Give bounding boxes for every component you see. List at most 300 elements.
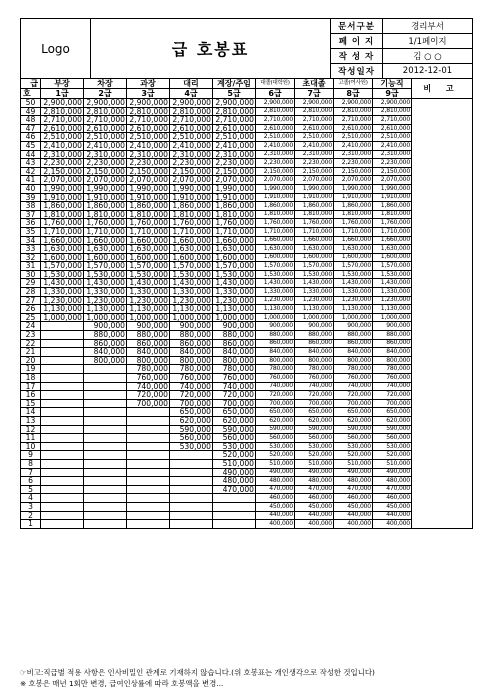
salary-cell: 450,000: [373, 502, 412, 511]
salary-cell: [127, 502, 170, 511]
table-row: [21, 451, 473, 460]
step-number: 27: [21, 296, 41, 305]
salary-cell: 1,130,000: [256, 305, 295, 314]
table-row: [21, 167, 473, 176]
salary-cell: 2,900,000: [127, 99, 170, 108]
salary-cell: 2,070,000: [84, 176, 127, 185]
salary-cell: 1,570,000: [213, 262, 256, 271]
salary-cell: 1,430,000: [295, 279, 334, 288]
salary-cell: 450,000: [334, 502, 373, 511]
salary-cell: 470,000: [295, 485, 334, 494]
salary-cell: 1,860,000: [256, 202, 295, 211]
salary-cell: 560,000: [170, 434, 213, 443]
salary-step-table: [20, 78, 473, 529]
salary-cell: 800,000: [256, 356, 295, 365]
salary-cell: 1,130,000: [373, 305, 412, 314]
salary-cell: [41, 399, 84, 408]
step-number: 20: [21, 356, 41, 365]
step-number: 33: [21, 245, 41, 254]
salary-cell: [41, 322, 84, 331]
salary-cell: 620,000: [373, 416, 412, 425]
salary-cell: 800,000: [127, 356, 170, 365]
salary-cell: 2,410,000: [295, 141, 334, 150]
step-number: 4: [21, 494, 41, 503]
date-value: 2012-12-01: [383, 64, 473, 79]
column-title: 대졸(대학원): [256, 79, 295, 89]
salary-cell: [41, 434, 84, 443]
salary-cell: [41, 365, 84, 374]
step-number: 34: [21, 236, 41, 245]
salary-cell: 860,000: [84, 339, 127, 348]
salary-cell: [170, 494, 213, 503]
salary-cell: 1,130,000: [334, 305, 373, 314]
salary-cell: 1,430,000: [373, 279, 412, 288]
salary-cell: 1,810,000: [213, 210, 256, 219]
salary-cell: 1,230,000: [170, 296, 213, 305]
salary-cell: 2,510,000: [84, 133, 127, 142]
salary-cell: 760,000: [127, 374, 170, 383]
salary-cell: 2,410,000: [84, 141, 127, 150]
step-number: 31: [21, 262, 41, 271]
salary-cell: 400,000: [256, 520, 295, 529]
salary-cell: 1,810,000: [295, 210, 334, 219]
salary-cell: 2,410,000: [127, 141, 170, 150]
salary-cell: 900,000: [170, 322, 213, 331]
table-row: [21, 107, 473, 116]
salary-cell: 1,990,000: [334, 184, 373, 193]
salary-cell: [127, 442, 170, 451]
step-number: 14: [21, 408, 41, 417]
salary-cell: [41, 339, 84, 348]
footnote-remark: ☞비고:직급별 적용 사항은 인사비밀인 관계로 기재하지 않습니다.(위 호봉표는 개인생각으로 작성한 것입니다): [20, 668, 375, 677]
table-row: [21, 150, 473, 159]
step-number: 35: [21, 227, 41, 236]
salary-cell: [41, 468, 84, 477]
salary-cell: [41, 485, 84, 494]
salary-cell: 480,000: [256, 477, 295, 486]
salary-cell: 1,910,000: [170, 193, 213, 202]
salary-cell: 1,570,000: [84, 262, 127, 271]
salary-cell: 880,000: [127, 331, 170, 340]
salary-cell: 460,000: [373, 494, 412, 503]
salary-cell: 740,000: [256, 382, 295, 391]
salary-cell: 1,990,000: [41, 184, 84, 193]
salary-cell: [170, 485, 213, 494]
salary-cell: 1,660,000: [295, 236, 334, 245]
salary-cell: [170, 520, 213, 529]
salary-cell: [170, 468, 213, 477]
salary-cell: 760,000: [373, 374, 412, 383]
column-title: 초대졸: [295, 79, 334, 89]
step-number: 29: [21, 279, 41, 288]
salary-cell: 1,910,000: [213, 193, 256, 202]
table-row: [21, 124, 473, 133]
salary-cell: 2,070,000: [41, 176, 84, 185]
step-number: 47: [21, 124, 41, 133]
salary-cell: [84, 485, 127, 494]
salary-cell: 2,710,000: [170, 116, 213, 125]
salary-cell: 490,000: [373, 468, 412, 477]
salary-cell: 1,000,000: [127, 313, 170, 322]
salary-cell: 530,000: [334, 442, 373, 451]
salary-cell: 510,000: [213, 459, 256, 468]
salary-cell: 860,000: [334, 339, 373, 348]
step-number: 43: [21, 159, 41, 168]
salary-cell: 2,610,000: [334, 124, 373, 133]
salary-cell: 700,000: [334, 399, 373, 408]
salary-cell: 1,860,000: [170, 202, 213, 211]
salary-cell: 780,000: [373, 365, 412, 374]
salary-cell: 2,810,000: [295, 107, 334, 116]
table-row: [21, 176, 473, 185]
salary-cell: 1,910,000: [373, 193, 412, 202]
salary-cell: [84, 399, 127, 408]
column-title: 고졸(여사원): [334, 79, 373, 89]
salary-cell: [170, 502, 213, 511]
salary-cell: 2,900,000: [334, 99, 373, 108]
salary-cell: 2,610,000: [84, 124, 127, 133]
salary-cell: 2,410,000: [170, 141, 213, 150]
salary-cell: 590,000: [213, 425, 256, 434]
step-number: 7: [21, 468, 41, 477]
salary-cell: 800,000: [334, 356, 373, 365]
salary-cell: 760,000: [295, 374, 334, 383]
salary-cell: 1,570,000: [170, 262, 213, 271]
table-row: [21, 133, 473, 142]
salary-cell: 2,150,000: [170, 167, 213, 176]
salary-cell: 900,000: [213, 322, 256, 331]
step-number: 3: [21, 502, 41, 511]
salary-cell: 1,600,000: [41, 253, 84, 262]
salary-cell: 1,760,000: [84, 219, 127, 228]
table-row: [21, 236, 473, 245]
salary-cell: 1,230,000: [41, 296, 84, 305]
salary-cell: 1,600,000: [256, 253, 295, 262]
salary-cell: 1,330,000: [373, 288, 412, 297]
salary-cell: 720,000: [295, 391, 334, 400]
salary-cell: 720,000: [170, 391, 213, 400]
table-row: [21, 485, 473, 494]
table-row: [21, 374, 473, 383]
table-row: [21, 356, 473, 365]
salary-cell: [84, 451, 127, 460]
salary-cell: 1,600,000: [170, 253, 213, 262]
salary-cell: 860,000: [373, 339, 412, 348]
salary-cell: [41, 408, 84, 417]
salary-cell: 1,000,000: [373, 313, 412, 322]
salary-cell: [41, 520, 84, 529]
salary-cell: 740,000: [334, 382, 373, 391]
salary-cell: 1,430,000: [84, 279, 127, 288]
step-number: 11: [21, 434, 41, 443]
table-row: [21, 253, 473, 262]
salary-cell: 1,660,000: [170, 236, 213, 245]
salary-cell: 590,000: [295, 425, 334, 434]
salary-cell: 1,330,000: [170, 288, 213, 297]
salary-cell: 2,610,000: [295, 124, 334, 133]
salary-cell: 1,860,000: [213, 202, 256, 211]
salary-cell: 2,150,000: [334, 167, 373, 176]
salary-cell: 1,530,000: [213, 270, 256, 279]
step-number: 26: [21, 305, 41, 314]
salary-cell: 2,810,000: [213, 107, 256, 116]
salary-cell: 1,810,000: [84, 210, 127, 219]
salary-cell: 520,000: [334, 451, 373, 460]
salary-cell: 470,000: [373, 485, 412, 494]
salary-cell: 2,610,000: [213, 124, 256, 133]
step-number: 15: [21, 399, 41, 408]
salary-cell: 2,900,000: [41, 99, 84, 108]
salary-cell: 1,710,000: [256, 227, 295, 236]
salary-cell: 2,310,000: [127, 150, 170, 159]
salary-cell: [127, 425, 170, 434]
table-row: [21, 382, 473, 391]
table-row: [21, 434, 473, 443]
table-row: [21, 296, 473, 305]
step-number: 2: [21, 511, 41, 520]
salary-cell: 2,510,000: [213, 133, 256, 142]
salary-cell: 460,000: [295, 494, 334, 503]
salary-cell: 1,570,000: [373, 262, 412, 271]
salary-cell: 900,000: [373, 322, 412, 331]
table-row: [21, 210, 473, 219]
salary-cell: 530,000: [373, 442, 412, 451]
salary-cell: 1,860,000: [127, 202, 170, 211]
salary-cell: 860,000: [213, 339, 256, 348]
salary-cell: 1,660,000: [334, 236, 373, 245]
salary-cell: [41, 451, 84, 460]
salary-cell: 650,000: [295, 408, 334, 417]
step-number: 48: [21, 116, 41, 125]
salary-cell: 520,000: [213, 451, 256, 460]
salary-cell: [41, 416, 84, 425]
salary-cell: 470,000: [213, 485, 256, 494]
salary-cell: 560,000: [213, 434, 256, 443]
salary-cell: 900,000: [127, 322, 170, 331]
column-grade: 7급: [295, 89, 334, 99]
salary-cell: 720,000: [334, 391, 373, 400]
salary-cell: 1,860,000: [84, 202, 127, 211]
salary-cell: [84, 502, 127, 511]
salary-cell: [84, 494, 127, 503]
salary-cell: 1,570,000: [295, 262, 334, 271]
author-label: 작 성 자: [331, 49, 383, 64]
salary-cell: 1,130,000: [84, 305, 127, 314]
salary-cell: 620,000: [295, 416, 334, 425]
step-number: 37: [21, 210, 41, 219]
salary-cell: [127, 408, 170, 417]
salary-cell: 1,860,000: [334, 202, 373, 211]
salary-cell: 780,000: [256, 365, 295, 374]
salary-cell: 840,000: [373, 348, 412, 357]
column-title: 대리: [170, 79, 213, 89]
salary-cell: [41, 459, 84, 468]
salary-cell: [84, 382, 127, 391]
grade-header-row: [21, 89, 473, 99]
salary-cell: [170, 459, 213, 468]
step-number: 32: [21, 253, 41, 262]
salary-cell: 1,660,000: [256, 236, 295, 245]
salary-cell: 1,660,000: [213, 236, 256, 245]
footnote-step-change: ※ 호봉은 매년 1회만 변경, 급여인상률에 따라 호봉액을 변경...: [20, 679, 224, 688]
salary-cell: 1,530,000: [295, 270, 334, 279]
salary-cell: [127, 477, 170, 486]
salary-cell: 2,710,000: [213, 116, 256, 125]
salary-cell: [84, 408, 127, 417]
table-row: [21, 219, 473, 228]
column-title: 계장/주임: [213, 79, 256, 89]
salary-cell: 1,630,000: [334, 245, 373, 254]
salary-cell: [84, 374, 127, 383]
salary-cell: 2,510,000: [170, 133, 213, 142]
salary-cell: 1,990,000: [295, 184, 334, 193]
step-number: 45: [21, 141, 41, 150]
table-row: [21, 494, 473, 503]
salary-cell: 1,990,000: [170, 184, 213, 193]
salary-cell: 760,000: [334, 374, 373, 383]
salary-cell: 2,310,000: [84, 150, 127, 159]
salary-cell: 2,410,000: [256, 141, 295, 150]
salary-cell: 440,000: [256, 511, 295, 520]
table-row: [21, 288, 473, 297]
salary-cell: 460,000: [256, 494, 295, 503]
salary-cell: 1,910,000: [84, 193, 127, 202]
salary-cell: 1,710,000: [334, 227, 373, 236]
salary-cell: 1,860,000: [295, 202, 334, 211]
step-number: 18: [21, 374, 41, 383]
salary-cell: 2,230,000: [41, 159, 84, 168]
salary-cell: 1,810,000: [41, 210, 84, 219]
table-row: [21, 477, 473, 486]
salary-cell: 620,000: [213, 416, 256, 425]
salary-cell: 800,000: [295, 356, 334, 365]
salary-cell: [41, 494, 84, 503]
step-number: 28: [21, 288, 41, 297]
salary-cell: 620,000: [334, 416, 373, 425]
salary-cell: 2,510,000: [334, 133, 373, 142]
salary-cell: 760,000: [170, 374, 213, 383]
salary-cell: 740,000: [213, 382, 256, 391]
salary-cell: 530,000: [256, 442, 295, 451]
salary-cell: 2,710,000: [41, 116, 84, 125]
salary-cell: 740,000: [170, 382, 213, 391]
salary-cell: 1,710,000: [373, 227, 412, 236]
salary-cell: 510,000: [334, 459, 373, 468]
salary-cell: 2,710,000: [295, 116, 334, 125]
salary-cell: 2,070,000: [127, 176, 170, 185]
salary-cell: 1,760,000: [334, 219, 373, 228]
table-row: [21, 416, 473, 425]
table-row: [21, 99, 473, 108]
salary-cell: 530,000: [295, 442, 334, 451]
step-number: 13: [21, 416, 41, 425]
salary-cell: 1,430,000: [334, 279, 373, 288]
salary-cell: 650,000: [256, 408, 295, 417]
table-row: [21, 270, 473, 279]
page-value: 1/1페이지: [383, 34, 473, 49]
table-row: [21, 184, 473, 193]
salary-cell: 840,000: [256, 348, 295, 357]
salary-cell: [41, 502, 84, 511]
salary-cell: 740,000: [127, 382, 170, 391]
salary-cell: 2,900,000: [84, 99, 127, 108]
salary-cell: 1,230,000: [334, 296, 373, 305]
salary-cell: 2,150,000: [127, 167, 170, 176]
salary-cell: 1,430,000: [127, 279, 170, 288]
step-number: 21: [21, 348, 41, 357]
salary-cell: 490,000: [334, 468, 373, 477]
salary-cell: 1,910,000: [334, 193, 373, 202]
salary-cell: [84, 520, 127, 529]
column-grade: 3급: [127, 89, 170, 99]
salary-cell: 1,990,000: [373, 184, 412, 193]
salary-cell: [84, 365, 127, 374]
salary-cell: 860,000: [256, 339, 295, 348]
salary-cell: [41, 425, 84, 434]
salary-cell: 1,330,000: [41, 288, 84, 297]
salary-cell: 800,000: [213, 356, 256, 365]
salary-cell: 1,910,000: [127, 193, 170, 202]
salary-cell: 1,990,000: [84, 184, 127, 193]
salary-cell: 2,230,000: [334, 159, 373, 168]
salary-cell: 1,600,000: [127, 253, 170, 262]
salary-cell: 590,000: [256, 425, 295, 434]
salary-cell: 700,000: [170, 399, 213, 408]
salary-cell: 2,710,000: [256, 116, 295, 125]
salary-cell: 450,000: [295, 502, 334, 511]
step-number: 49: [21, 107, 41, 116]
column-grade: 4급: [170, 89, 213, 99]
salary-cell: 1,630,000: [213, 245, 256, 254]
salary-cell: [41, 382, 84, 391]
salary-cell: 620,000: [256, 416, 295, 425]
salary-cell: 2,810,000: [84, 107, 127, 116]
step-number: 41: [21, 176, 41, 185]
table-row: [21, 322, 473, 331]
salary-cell: 1,330,000: [213, 288, 256, 297]
salary-cell: 490,000: [256, 468, 295, 477]
salary-cell: 720,000: [373, 391, 412, 400]
salary-cell: 840,000: [213, 348, 256, 357]
salary-cell: 2,900,000: [256, 99, 295, 108]
salary-cell: 1,000,000: [41, 313, 84, 322]
salary-cell: 1,330,000: [84, 288, 127, 297]
salary-cell: 2,070,000: [295, 176, 334, 185]
salary-cell: 1,600,000: [213, 253, 256, 262]
step-number: 40: [21, 184, 41, 193]
table-row: [21, 279, 473, 288]
salary-cell: 1,630,000: [127, 245, 170, 254]
salary-cell: 720,000: [213, 391, 256, 400]
salary-cell: 530,000: [213, 442, 256, 451]
remark-cell: [412, 99, 473, 529]
salary-cell: 2,710,000: [373, 116, 412, 125]
step-number: 8: [21, 459, 41, 468]
step-number: 36: [21, 219, 41, 228]
salary-cell: 1,760,000: [170, 219, 213, 228]
salary-cell: 880,000: [213, 331, 256, 340]
salary-cell: 2,230,000: [170, 159, 213, 168]
title-header-row: [21, 79, 473, 89]
salary-cell: 1,600,000: [295, 253, 334, 262]
salary-rows: [21, 99, 473, 529]
step-number: 38: [21, 202, 41, 211]
salary-cell: 1,710,000: [127, 227, 170, 236]
author-value: 김 ○ ○: [383, 49, 473, 64]
step-number: 17: [21, 382, 41, 391]
salary-cell: 2,310,000: [41, 150, 84, 159]
salary-cell: 1,230,000: [373, 296, 412, 305]
